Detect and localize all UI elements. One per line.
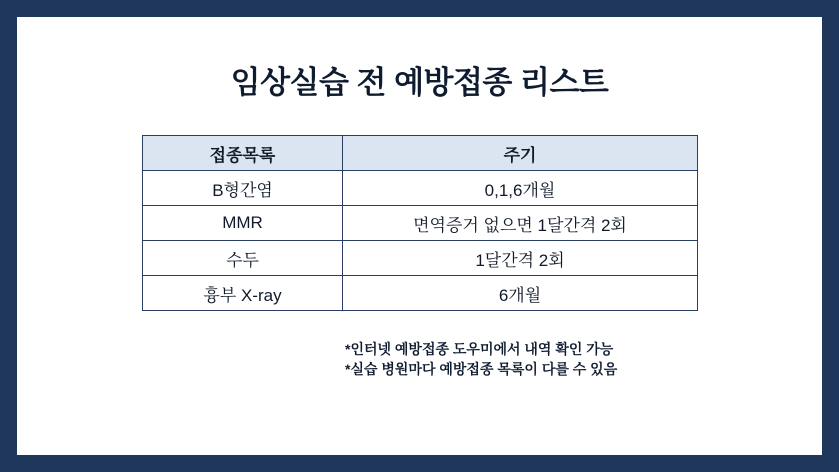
- table-body: [143, 171, 698, 311]
- cell-schedule: 1달간격 2회: [343, 241, 698, 276]
- table-row: [143, 276, 698, 311]
- vaccination-table-wrapper: [142, 135, 697, 311]
- cell-schedule: 6개월: [343, 276, 698, 311]
- column-header-schedule: 주기: [343, 136, 698, 171]
- cell-vaccine: MMR: [143, 206, 343, 241]
- slide-canvas: [17, 17, 822, 455]
- column-header-vaccine: 접종목록: [143, 136, 343, 171]
- table-row: [143, 241, 698, 276]
- table-header-row: [143, 136, 698, 171]
- cell-vaccine: 수두: [143, 241, 343, 276]
- table-row: [143, 206, 698, 241]
- cell-vaccine: 흉부 X-ray: [143, 276, 343, 311]
- footnote-line: *인터넷 예방접종 도우미에서 내역 확인 가능: [345, 341, 614, 357]
- table-row: [143, 171, 698, 206]
- cell-vaccine: B형간염: [143, 171, 343, 206]
- table-header: [143, 136, 698, 171]
- page-title: 임상실습 전 예방접종 리스트: [230, 65, 609, 100]
- cell-schedule: 0,1,6개월: [343, 171, 698, 206]
- footnotes: [345, 339, 765, 380]
- vaccination-table: [142, 135, 698, 311]
- footnote-line: *실습 병원마다 예방접종 목록이 다를 수 있음: [345, 361, 618, 378]
- cell-schedule: 면역증거 없으면 1달간격 2회: [343, 206, 698, 241]
